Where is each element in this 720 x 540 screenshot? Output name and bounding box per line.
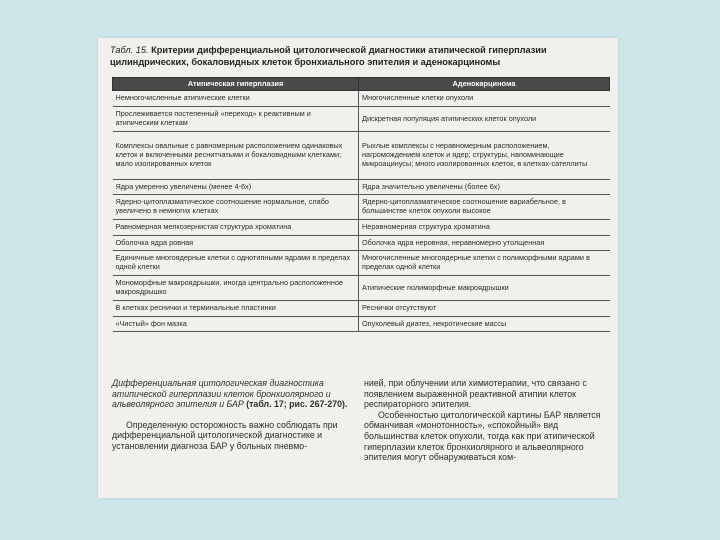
- table-row: [113, 132, 610, 180]
- table-row: [113, 180, 610, 195]
- cell-hyperplasia: В клетках реснички и терминальные пластинки: [113, 301, 359, 317]
- cell-hyperplasia: Мономорфные макроядрышки, иногда центрально расположенное макроядрышко: [113, 276, 359, 301]
- cell-adenocarcinoma: Оболочка ядра неровная, неравномерно утолщенная: [359, 236, 610, 251]
- table-row: [113, 317, 610, 332]
- table-row: [113, 251, 610, 276]
- body-paragraph: Определенную осторожность важно соблюдать при дифференциальной цитологической диагностике и установлении диагноза БАР у больных пневмо-: [112, 419, 338, 451]
- table-row: [113, 276, 610, 301]
- cell-hyperplasia: Немногочисленные атипические клетки: [113, 91, 359, 107]
- cell-adenocarcinoma: Атипические полиморфные макроядрышки: [359, 276, 610, 301]
- cell-hyperplasia: Ядерно-цитоплазматическое соотношение нормальное, слабо увеличено в немногих клетках: [113, 195, 359, 220]
- body-text-left-column: [112, 378, 354, 452]
- header-atypical-hyperplasia: Атипическая гиперплазия: [113, 78, 359, 91]
- table-row: [113, 220, 610, 236]
- cell-hyperplasia: Ядра умеренно увеличены (менее 4-6х): [113, 180, 359, 195]
- caption-label: Табл. 15.: [110, 45, 149, 55]
- cell-adenocarcinoma: Рыхлые комплексы с неравномерным расположением, нагромождением клеток и ядер; структуры, напоминающие микроацинусы; много изолированных клеток, в клетках-сателлиты: [359, 132, 610, 180]
- cell-adenocarcinoma: Ядра значительно увеличены (более 6х): [359, 180, 610, 195]
- cell-hyperplasia: Комплексы овальные с равномерным расположением одинаковых клеток и включенными реснитчатыми и бокаловидными клетками; мало изолированных клеток: [113, 132, 359, 180]
- table-caption: [110, 44, 610, 68]
- cell-adenocarcinoma: Многочисленные клетки опухоли: [359, 91, 610, 107]
- cell-hyperplasia: «Чистый» фон мазка: [113, 317, 359, 332]
- caption-title: Критерии дифференциальной цитологической диагностики атипической гиперплазии цилиндрических, бокаловидных клеток бронхиального эпителия и аденокарциномы: [110, 45, 547, 67]
- cell-hyperplasia: Равномерная мелкозернистая структура хроматина: [113, 220, 359, 236]
- cell-hyperplasia: Единичные многоядерные клетки с однотипными ядрами в пределах одной клетки: [113, 251, 359, 276]
- cell-adenocarcinoma: Неравномерная структура хроматина: [359, 220, 610, 236]
- section-heading-reference: (табл. 17; рис. 267-270).: [246, 399, 348, 410]
- criteria-table: [112, 77, 610, 332]
- cell-adenocarcinoma: Дискретная популяция атипических клеток опухоли: [359, 107, 610, 132]
- cell-adenocarcinoma: Многочисленные многоядерные клетки с полиморфными ядрами в пределах одной клетки: [359, 251, 610, 276]
- cell-hyperplasia: Прослеживается постепенный «переход» к реактивным и атипическим клеткам: [113, 107, 359, 132]
- section-heading: [112, 378, 354, 410]
- body-paragraph: Особенностью цитологической картины БАР является обманчивая «монотонность», «спокойный» вид большинства клеток опухоли, тогда как при атипической гиперплазии клеток бронхиолярного и альвеолярного эпителия могут обнаруживаться ком-: [364, 409, 601, 463]
- table-row: [113, 107, 610, 132]
- header-adenocarcinoma: Аденокарцинома: [359, 78, 610, 91]
- body-paragraph: нией, при облучении или химиотерапии, что связано с появлением выраженной реактивной атипии клеток респираторного эпителия.: [364, 378, 587, 410]
- book-page: [98, 38, 618, 498]
- cell-adenocarcinoma: Ядерно-цитоплазматическое соотношение вариабельное, в большинстве клеток опухоли высокое: [359, 195, 610, 220]
- cell-hyperplasia: Оболочка ядра ровная: [113, 236, 359, 251]
- table-header-row: [113, 78, 610, 91]
- cell-adenocarcinoma: Реснички отсутствуют: [359, 301, 610, 317]
- body-text-right-column: [364, 378, 610, 463]
- table-row: [113, 301, 610, 317]
- cell-adenocarcinoma: Опухолевый диатез, некротические массы: [359, 317, 610, 332]
- section-heading-text: Дифференциальная цитологическая диагностика атипической гиперплазии клеток бронхиолярного и альвеолярного эпителия и БАР: [112, 378, 331, 410]
- table-row: [113, 236, 610, 251]
- table-row: [113, 195, 610, 220]
- table-row: [113, 91, 610, 107]
